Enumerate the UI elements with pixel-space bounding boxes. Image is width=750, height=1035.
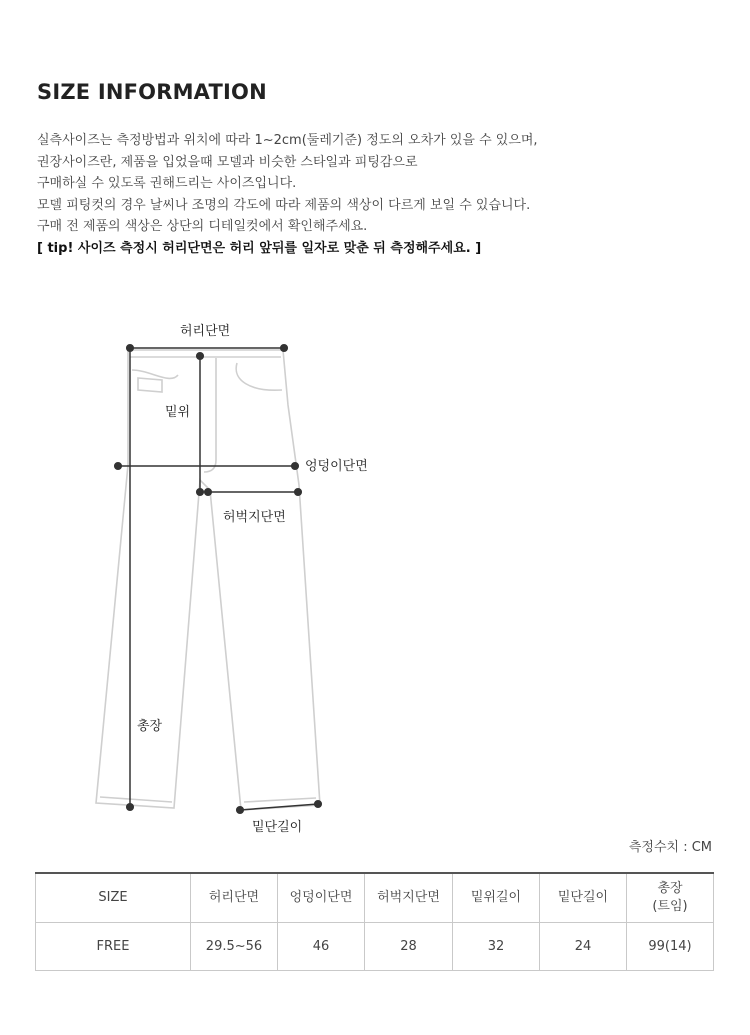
tip-text: [ tip! 사이즈 측정시 허리단면은 허리 앞뒤를 일자로 맞춘 뒤 측정해주세요. ] <box>37 240 482 256</box>
cell-hem: 24 <box>540 923 627 971</box>
header-length-slit: (트임) <box>652 899 688 914</box>
description-line: 실측사이즈는 측정방법과 위치에 따라 1~2cm(둘레기준) 정도의 오차가 있을 수 있으며, <box>37 133 538 148</box>
header-waist: 허리단면 <box>191 873 278 923</box>
label-rise: 밑위 <box>165 405 191 420</box>
cell-size: FREE <box>36 923 191 971</box>
description-line: 구매하실 수 있도록 권해드리는 사이즈입니다. <box>37 176 297 191</box>
label-hem: 밑단길이 <box>252 820 303 835</box>
header-hip: 엉덩이단면 <box>278 873 365 923</box>
table-row <box>36 923 714 971</box>
label-hip: 엉덩이단면 <box>305 459 368 474</box>
header-length <box>627 873 714 923</box>
header-hem: 밑단길이 <box>540 873 627 923</box>
cell-waist: 29.5~56 <box>191 923 278 971</box>
description-line: 구매 전 제품의 색상은 상단의 디테일컷에서 확인해주세요. <box>37 219 368 234</box>
header-rise: 밑위길이 <box>453 873 540 923</box>
cell-hip: 46 <box>278 923 365 971</box>
header-length-label: 총장 <box>657 881 683 896</box>
label-thigh: 허벅지단면 <box>223 510 286 525</box>
table-header-row <box>36 873 714 923</box>
header-size: SIZE <box>36 873 191 923</box>
header-thigh: 허벅지단면 <box>365 873 453 923</box>
description-line: 권장사이즈란, 제품을 입었을때 모델과 비슷한 스타일과 피팅감으로 <box>37 154 418 170</box>
description <box>37 130 727 259</box>
cell-rise: 32 <box>453 923 540 971</box>
unit-note: 측정수치 : CM <box>628 840 712 855</box>
page-title: SIZE INFORMATION <box>37 80 267 104</box>
label-waist: 허리단면 <box>180 324 231 339</box>
size-table <box>35 872 714 971</box>
cell-thigh: 28 <box>365 923 453 971</box>
label-length: 총장 <box>137 719 163 734</box>
cell-length: 99(14) <box>627 923 714 971</box>
description-line: 모델 피팅컷의 경우 날씨나 조명의 각도에 따라 제품의 색상이 다르게 보일 수 있습니다. <box>37 197 531 213</box>
pants-diagram <box>0 300 750 840</box>
